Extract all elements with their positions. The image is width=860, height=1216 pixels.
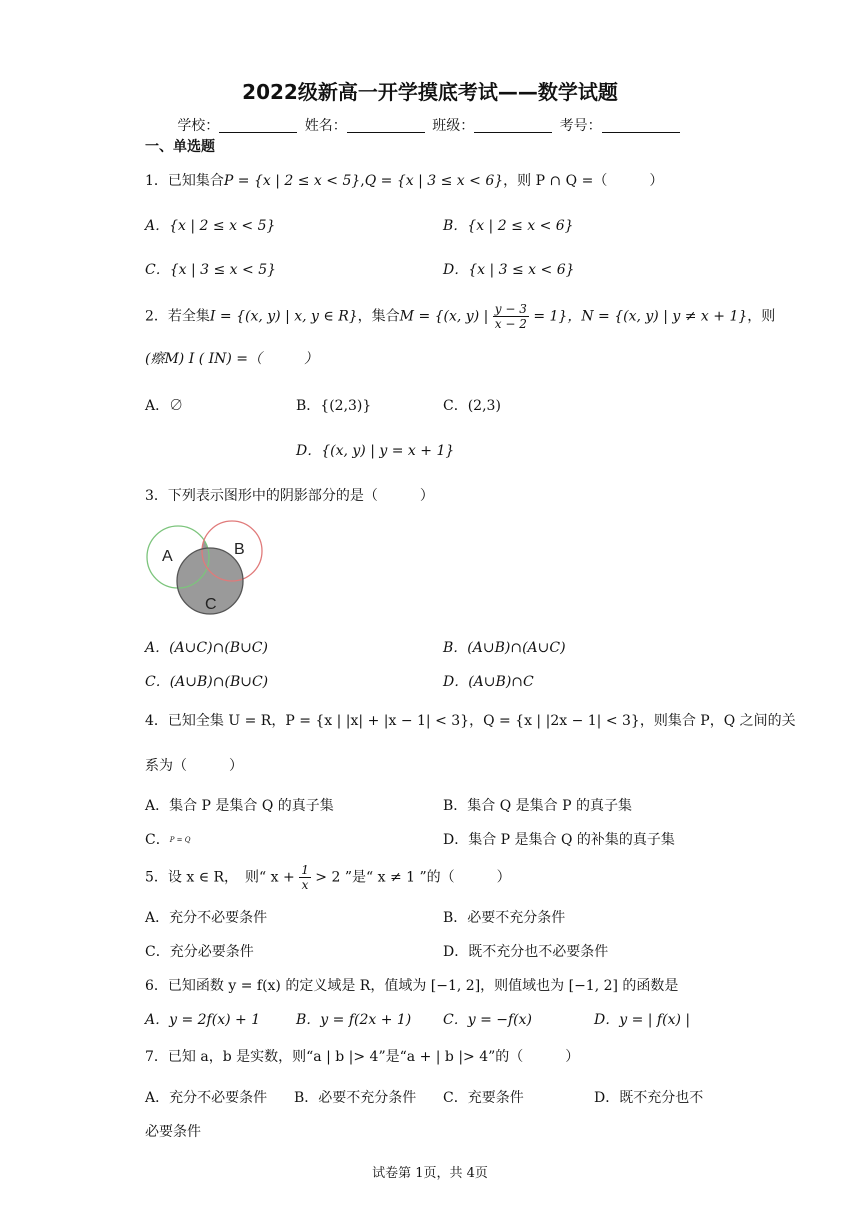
q6-option-a[interactable]: A．y = 2f(x) + 1 bbox=[145, 1012, 261, 1028]
name-label: 姓名： bbox=[304, 118, 347, 134]
q4-option-d[interactable]: D．集合 P 是集合 Q 的补集的真子集 bbox=[443, 832, 675, 848]
q6-option-c[interactable]: C．y = −f(x) bbox=[443, 1012, 532, 1028]
q6-option-b[interactable]: B．y = f(2x + 1) bbox=[296, 1012, 412, 1028]
q2-option-b[interactable]: B．{(2,3)} bbox=[296, 398, 372, 414]
q2-option-a[interactable]: A．∅ bbox=[145, 398, 184, 414]
q5-option-d[interactable]: D．既不充分也不必要条件 bbox=[443, 944, 609, 960]
q7-option-a[interactable]: A．充分不必要条件 bbox=[145, 1090, 268, 1106]
q1-stem-post: ，则 P ∩ Q =（ ） bbox=[503, 173, 664, 189]
venn-label-c: C bbox=[205, 596, 217, 613]
question-2-stem bbox=[145, 302, 775, 331]
q1-set-q: Q = {x | 3 ≤ x < 6} bbox=[364, 173, 504, 189]
q1-option-b[interactable]: B．{x | 2 ≤ x < 6} bbox=[443, 218, 574, 234]
class-label: 班级： bbox=[432, 118, 475, 134]
q2-option-d[interactable]: D．{(x, y) | y = x + 1} bbox=[296, 443, 455, 459]
q5-stem-pre: 5．设 x ∈ R， 则“ x + bbox=[145, 869, 295, 886]
q3-option-b[interactable]: B．(A∪B)∩(A∪C) bbox=[443, 640, 566, 656]
q2-stem-a: 2．若全集 bbox=[145, 308, 210, 325]
q5-stem-post: > 2 ”是“ x ≠ 1 ”的（ ） bbox=[315, 869, 511, 886]
q6-option-d[interactable]: D．y = | f(x) | bbox=[594, 1012, 691, 1028]
number-label: 考号： bbox=[559, 118, 602, 134]
q1-option-c[interactable]: C．{x | 3 ≤ x < 5} bbox=[145, 262, 277, 278]
q3-option-d[interactable]: D．(A∪B)∩C bbox=[443, 674, 534, 690]
page-footer: 试卷第 1页，共 4页 bbox=[372, 1166, 488, 1181]
number-blank[interactable] bbox=[602, 118, 680, 133]
q1-set-p: P = {x | 2 ≤ x < 5} bbox=[223, 173, 361, 189]
question-2-line2: (瘵M) I ( IN) =（ ） bbox=[145, 351, 319, 367]
q1-stem-pre: 1．已知集合 bbox=[145, 173, 224, 189]
section-heading: 一、单选题 bbox=[145, 139, 215, 155]
question-5-stem bbox=[145, 863, 511, 892]
q4-option-a[interactable]: A．集合 P 是集合 Q 的真子集 bbox=[145, 798, 334, 814]
school-label: 学校： bbox=[177, 118, 220, 134]
q4-option-b[interactable]: B．集合 Q 是集合 P 的真子集 bbox=[443, 798, 632, 814]
question-4-stem2: 系为（ ） bbox=[145, 758, 243, 774]
q5-fraction bbox=[299, 863, 311, 892]
q2-frac-den: x − 2 bbox=[494, 317, 527, 331]
q7-option-c[interactable]: C．充要条件 bbox=[443, 1090, 524, 1106]
school-blank[interactable] bbox=[219, 118, 297, 133]
q5-option-b[interactable]: B．必要不充分条件 bbox=[443, 910, 566, 926]
student-info bbox=[0, 115, 860, 135]
q1-option-a[interactable]: A．{x | 2 ≤ x < 5} bbox=[145, 218, 276, 234]
q1-option-d[interactable]: D．{x | 3 ≤ x < 6} bbox=[443, 262, 575, 278]
q2-fraction bbox=[493, 302, 529, 331]
q3-option-a[interactable]: A．(A∪C)∩(B∪C) bbox=[145, 640, 268, 656]
q7-option-d[interactable]: D．既不充分也不 bbox=[594, 1090, 704, 1106]
venn-label-a: A bbox=[162, 548, 173, 565]
q7-option-b[interactable]: B．必要不充分条件 bbox=[294, 1090, 417, 1106]
q2-set-n: ，N = {(x, y) | y ≠ x + 1} bbox=[567, 308, 748, 325]
question-6-stem: 6．已知函数 y = f(x) 的定义域是 R，值域为 [−1, 2]，则值域也为 [−1, 2] 的函数是 bbox=[145, 978, 679, 994]
q3-option-c[interactable]: C．(A∪B)∩(B∪C) bbox=[145, 674, 269, 690]
venn-label-b: B bbox=[234, 541, 245, 558]
q2-stem-b: ，集合 bbox=[357, 308, 400, 325]
q2-set-i: I = {(x, y) | x, y ∈ R} bbox=[209, 308, 358, 325]
question-3-stem: 3．下列表示图形中的阴影部分的是（ ） bbox=[145, 488, 434, 504]
page-title: 2022级新高一开学摸底考试——数学试题 bbox=[242, 80, 618, 104]
q5-frac-den: x bbox=[301, 878, 309, 892]
q2-set-m-pre: M = {(x, y) | bbox=[399, 308, 489, 325]
q5-option-c[interactable]: C．充分必要条件 bbox=[145, 944, 254, 960]
q5-option-a[interactable]: A．充分不必要条件 bbox=[145, 910, 268, 926]
q2-option-c[interactable]: C．(2,3) bbox=[443, 398, 501, 414]
question-4-stem: 4．已知全集 U = R，P = {x | |x| + |x − 1| < 3}，Q = {x | |2x − 1| < 3}，则集合 P，Q 之间的关 bbox=[145, 713, 796, 729]
name-blank[interactable] bbox=[347, 118, 425, 133]
q7-option-d-cont: 必要条件 bbox=[145, 1124, 201, 1140]
question-1-stem: 1．已知集合P = {x | 2 ≤ x < 5},Q = {x | 3 ≤ x < 6}，则 P ∩ Q =（ ） bbox=[145, 173, 664, 189]
q2-stem-c: ，则 bbox=[747, 308, 776, 325]
q2-set-m-post: = 1} bbox=[533, 308, 568, 325]
q4-option-c[interactable] bbox=[145, 829, 190, 849]
q4-option-c-label: C． bbox=[145, 832, 170, 848]
question-7-stem: 7．已知 a，b 是实数，则“a | b |> 4”是“a + | b |> 4”的（ ） bbox=[145, 1049, 580, 1065]
venn-diagram bbox=[146, 520, 266, 624]
q5-frac-num: 1 bbox=[301, 863, 309, 877]
q2-frac-num: y − 3 bbox=[494, 302, 527, 316]
class-blank[interactable] bbox=[474, 118, 552, 133]
q4-option-c-math: P = Q bbox=[169, 836, 191, 844]
